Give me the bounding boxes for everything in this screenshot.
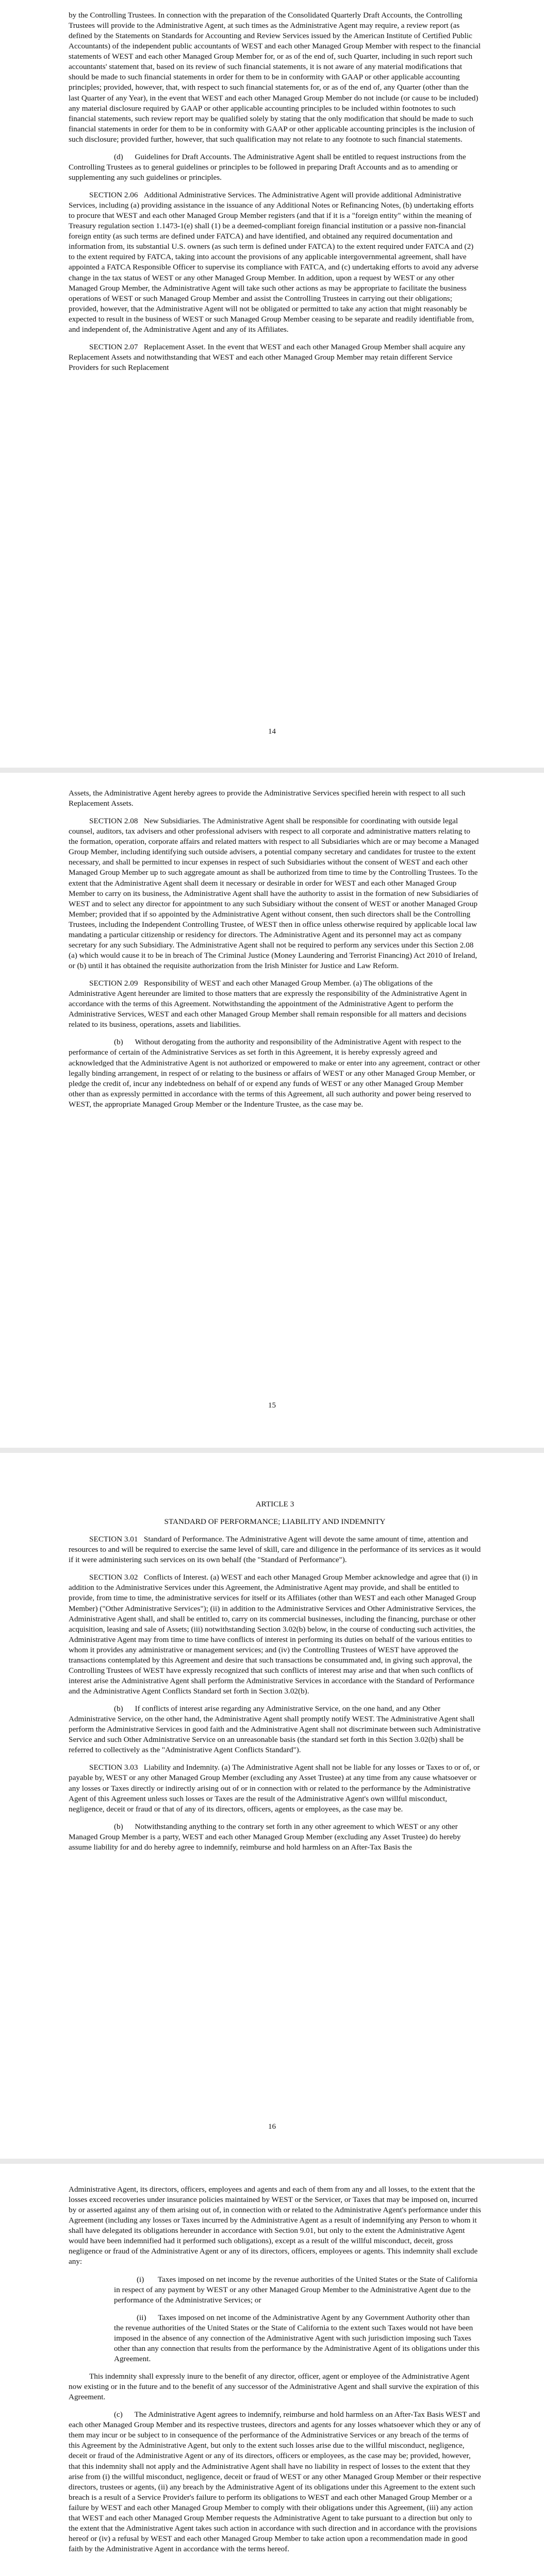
page-divider bbox=[0, 1448, 544, 1453]
document-page-14 bbox=[0, 0, 544, 768]
page-divider bbox=[0, 768, 544, 773]
paragraph: This indemnity shall expressly inure to the benefit of any director, officer, agent or employee of the Administrative Agent now existing or in the future and to the benefit of any successor of the Administrative Agent and shall survive the expiration of this Agreement. bbox=[69, 2372, 479, 2402]
page-body bbox=[69, 1499, 481, 1860]
document-page-15 bbox=[0, 773, 544, 1448]
paragraph: (i) Taxes imposed on net income by the revenue authorities of the United States or the State of California in respect of any payment by WEST or any other Managed Group Member to the Administrative Agent due to the performance of the Administrative Services; or bbox=[114, 2275, 478, 2304]
paragraph: Assets, the Administrative Agent hereby agrees to provide the Administrative Services specified herein with respect to all such Replacement Assets. bbox=[69, 789, 466, 808]
paragraph: (d) Guidelines for Draft Accounts. The Administrative Agent shall be entitled to request instructions from the Controlling Trustees as to general guidelines or principles to be followed in preparing Draft Accounts and as to amending or supplementing any such guidelines or principles. bbox=[69, 152, 466, 182]
paragraph: (c) The Administrative Agent agrees to indemnify, reimburse and hold harmless on an After-Tax Basis WEST and each other Managed Group Member and its respective trustees, directors and agents for any losses whatsoever which they or any of them may incur or be subject to in consequence of the performance of the Administrative Services or any breach of the terms of this Agreement by the Administrative Agent, but only to the extent such losses arise due to the willful misconduct, negligence, deceit or fraud of the Administrative Agent or any of its directors, officers or employees, as the case may be; provided, however, that this indemnity shall not apply and the Administrative Agent shall have no liability in respect of losses to the extent that they arise from (i) the willful misconduct, negligence, deceit or fraud of WEST or any other Managed Group Member or their respective directors, trustees or agents, (ii) any breach by the Administrative Agent of its obligations under this Agreement to the extent such breach is a result of a Service Provider's failure to perform its obligations to WEST and each other Managed Group Member or a failure by WEST and each other Managed Group Member to comply with their obligations under this Agreement, (iii) any action that WEST and each other Managed Group Member requests the Administrative Agent to take pursuant to a direction but only to the extent that the Administrative Agent takes such action in accordance with such direction and in accordance with the provisions hereof or (iv) a refusal by WEST and each other Managed Group Member to take action upon a recommendation made in good faith by the Administrative Agent in accordance with the terms hereof. bbox=[69, 2410, 481, 2553]
article-heading: ARTICLE 3 bbox=[255, 1500, 294, 1509]
page-number: 16 bbox=[268, 2123, 276, 2131]
paragraph: SECTION 2.09 Responsibility of WEST and each other Managed Group Member. (a) The obligations of the Administrative Agent hereunder are limited to those matters that are expressly the responsibility of the Administrative Agent in accordance with the terms of this Agreement. Notwithstanding the appointment of the Administrative Agent to perform the Administrative Services, WEST and each other Managed Group Member shall remain responsible for all matters and decisions related to its business, operations, assets and liabilities. bbox=[69, 979, 467, 1029]
paragraph: SECTION 2.07 Replacement Asset. In the event that WEST and each other Managed Group Member shall acquire any Replacement Assets and notwithstanding that WEST and each other Managed Group Member may retain different Service Providers for such Replacement bbox=[69, 342, 466, 372]
page-body bbox=[69, 10, 481, 380]
paragraph: SECTION 3.02 Conflicts of Interest. (a) WEST and each other Managed Group Member acknowledge and agree that (i) in addition to the Administrative Services under this Agreement, the Administrative Agent may provide, and shall be entitled to provide, from time to time, the administrative services for itself or its Affiliates (other than WEST and each other Managed Group Member) ("Other Administrative Services"); (ii) in addition to the Administrative Services and Other Administrative Services, the Administrative Agent shall, and shall be entitled to, carry on its commercial businesses, including the financing, purchase or other acquisition, leasing and sale of Assets; (iii) notwithstanding Section 3.02(b) below, in the course of conducting such activities, the Administrative Agent may from time to time have conflicts of interest in performing its duties on behalf of the various entities to whom it provides any administrative or management services; and (iv) the Controlling Trustees of WEST have approved the transactions contemplated by this Agreement and desire that such transactions be consummated and, in giving such approval, the Controlling Trustees of WEST have expressly recognized that such conflicts of interest may arise and that when such conflicts of interest arise the Administrative Agent shall perform the Administrative Services in accordance with the Standard of Performance and the Administrative Agent Conflicts Standard set forth in Section 3.02(b). bbox=[69, 1573, 478, 1696]
paragraph: SECTION 2.08 New Subsidiaries. The Administrative Agent shall be responsible for coordinating with outside legal counsel, auditors, tax advisers and other professional advisers with respect to all corporate and administrative matters relating to the formation, operation, corporate affairs and related matters with respect to all Subsidiaries which are or may become a Managed Group Member, including identifying such outside advisers, a potential company secretary and candidates for trustee to the extent necessary, and shall be permitted to incur expenses in respect of such Subsidiaries without the consent of WEST and each other Managed Group Member up to such aggregate amount as shall be authorized from time to time by the Controlling Trustees. To the extent that the Administrative Agent shall deem it necessary or desirable in order for WEST and each other Managed Group Member to carry on its business, the Administrative Agent shall have the authority to assist in the formation of new Subsidiaries of WEST and to select any director for appointment to any such Subsidiary without the consent of WEST or another Managed Group Member; provided that if so appointed by the Administrative Agent without consent, then such directors shall be the Controlling Trustees, including the Independent Controlling Trustee, of WEST then in office unless otherwise required by applicable local law mandating a particular citizenship or residency for directors. The Administrative Agent and its personnel may act as company secretary for any such Subsidiary. The Administrative Agent shall not be required to perform any services under this Section 2.08 (a) which would cause it to be in breach of The Criminal Justice (Money Laundering and Terrorist Financing) Act 2010 of Ireland, or (b) until it has obtained the requisite authorization from the Irish Minister for Justice and Law Reform. bbox=[69, 817, 479, 970]
paragraph: (b) Notwithstanding anything to the contrary set forth in any other agreement to which WEST or any other Managed Group Member is a party, WEST and each other Managed Group Member (excluding any Asset Trustee) do hereby assume liability for and do hereby agree to indemnify, reimburse and hold harmless on an After-Tax Basis the bbox=[69, 1822, 461, 1852]
paragraph: by the Controlling Trustees. In connection with the preparation of the Consolidated Quarterly Draft Accounts, the Controlling Trustees will provide to the Administrative Agent, at such times as the Administrative Agent may require, a review report (as defined by the Statements on Standards for Accounting and Review Services issued by the American Institute of Certified Public Accountants) of the independent public accountants of WEST and each other Managed Group Member with respect to the financial statements of WEST and each other Managed Group Member for, or as of the end of, such Quarter, including in such report such accountants' statement that, based on its review of such financial statements, it is not aware of any material modifications that should be made to such financial statements in order for them to be in conformity with GAAP or other applicable accounting principles; provided, however, that, with respect to such financial statements for, or as of the end of, any Quarter (other than the last Quarter of any Year), in the event that WEST and each other Managed Group Member do not include (or cause to be included) any material disclosure required by GAAP or other applicable accounting principles to be included within footnotes to such financial statements, such review report may be qualified solely by stating that the only modification that should be made to such financial statements in order for them to be in conformity with GAAP or other applicable accounting principles is the inclusion of such disclosure; provided further, however, that such qualification may not relate to any footnote to such financial statements. bbox=[69, 11, 481, 144]
paragraph: SECTION 3.03 Liability and Indemnity. (a) The Administrative Agent shall not be liable for any losses or Taxes to or of, or payable by, WEST or any other Managed Group Member (excluding any Asset Trustee) at any time from any cause whatsoever or any losses or Taxes directly or indirectly arising out of or in connection with or related to the performance by the Administrative Agent of this Agreement unless such losses or Taxes are the result of the Administrative Agent's own willful misconduct, negligence, deceit or fraud or that of any of its directors, officers, agents or employees, as the case may be. bbox=[69, 1763, 480, 1814]
page-body bbox=[69, 2184, 481, 2562]
article-title: STANDARD OF PERFORMANCE; LIABILITY AND INDEMNITY bbox=[164, 1517, 386, 1527]
paragraph: (b) If conflicts of interest arise regarding any Administrative Service, on the one hand, and any Other Administrative Service, on the other hand, the Administrative Agent shall promptly notify WEST. The Administrative Agent shall perform the Administrative Services in good faith and the Administrative Agent shall not discriminate between such Administrative Service and such Other Administrative Service on an unreasonable basis (the standard set forth in this Section 3.02(b) shall be referred to collectively as the "Administrative Agent Conflicts Standard"). bbox=[69, 1704, 481, 1755]
page-divider bbox=[0, 2159, 544, 2164]
page-body bbox=[69, 788, 481, 1117]
page-number: 15 bbox=[268, 1401, 276, 1410]
page-number: 14 bbox=[268, 727, 276, 736]
paragraph: Administrative Agent, its directors, officers, employees and agents and each of them from any and all losses, to the extent that the losses exceed recoveries under insurance policies maintained by WEST or the Servicer, or Taxes that may be imposed on, incurred by or asserted against any of them arising out of, in connection with or related to the Administrative Agent's performance under this Agreement (including any losses or Taxes incurred by the Administrative Agent as a result of indemnifying any Person to whom it shall have delegated its obligations hereunder in accordance with Section 9.01, but only to the extent the Administrative Agent would have been indemnified had it performed such obligations), except as a result of the willful misconduct, deceit, gross negligence or fraud of the Administrative Agent or any of its directors, officers, employees or agents. This indemnity shall exclude any: bbox=[69, 2185, 481, 2266]
document-page-17 bbox=[0, 2164, 544, 2576]
paragraph: SECTION 2.06 Additional Administrative Services. The Administrative Agent will provide additional Administrative Services, including (a) providing assistance in the issuance of any Additional Notes or Refinancing Notes, (b) undertaking efforts to procure that WEST and each other Managed Group Member registers (and that if it is a "foreign entity" within the meaning of Treasury regulation section 1.1473-1(e) shall (1) be a deemed-compliant foreign financial institution or a passive non-financial foreign entity (as such terms are defined under FATCA) and have identified, and obtained any required documentation and information from, its substantial U.S. owners (as such term is defined under FATCA) to the extent required under FATCA and (2) to the extent required by FATCA, taking into account the provisions of any applicable intergovernmental agreement, shall have appointed a FATCA Responsible Officer to supervise its compliance with FATCA, and (c) undertaking efforts to avoid any adverse change in the tax status of WEST or any other Managed Group Member. In addition, upon a request by WEST or any other Managed Group Member, the Administrative Agent will take such other actions as may be appropriate to facilitate the business operations of WEST or such Managed Group Member and assist the Controlling Trustees in carrying out their obligations; provided, however, that the Administrative Agent will not be obligated or permitted to take any action that might reasonably be expected to result in the business of WEST or such Managed Group Member ceasing to be separate and readily identifiable from, and independent of, the Administrative Agent and any of its Affiliates. bbox=[69, 191, 479, 334]
document-page-16 bbox=[0, 1453, 544, 2159]
paragraph: (b) Without derogating from the authority and responsibility of the Administrative Agent with respect to the performance of certain of the Administrative Services as set forth in this Agreement, it is hereby expressly agreed and acknowledged that the Administrative Agent is not authorized or empowered to make or enter into any agreement, contract or other legally binding arrangement, in respect of or relating to the business or affairs of WEST or any other Managed Group Member, or pledge the credit of, incur any indebtedness on behalf of or expend any funds of WEST or any other Managed Group Member other than as expressly permitted in accordance with the terms of this Agreement, all such authority and power being reserved to WEST, the appropriate Managed Group Member or the Indenture Trustee, as the case may be. bbox=[69, 1038, 480, 1109]
paragraph: (ii) Taxes imposed on net income of the Administrative Agent by any Government Authority other than the revenue authorities of the United States or the State of California to the extent such Taxes would not have been imposed in the absence of any connection of the Administrative Agent with such jurisdiction imposing such Taxes other than any connection that results from the performance by the Administrative Agent of its obligations under this Agreement. bbox=[114, 2313, 480, 2363]
paragraph: SECTION 3.01 Standard of Performance. The Administrative Agent will devote the same amount of time, attention and resources to and will be required to exercise the same level of skill, care and diligence in the performance of its services as it would if it were administering such services on its own behalf (the "Standard of Performance"). bbox=[69, 1535, 481, 1565]
